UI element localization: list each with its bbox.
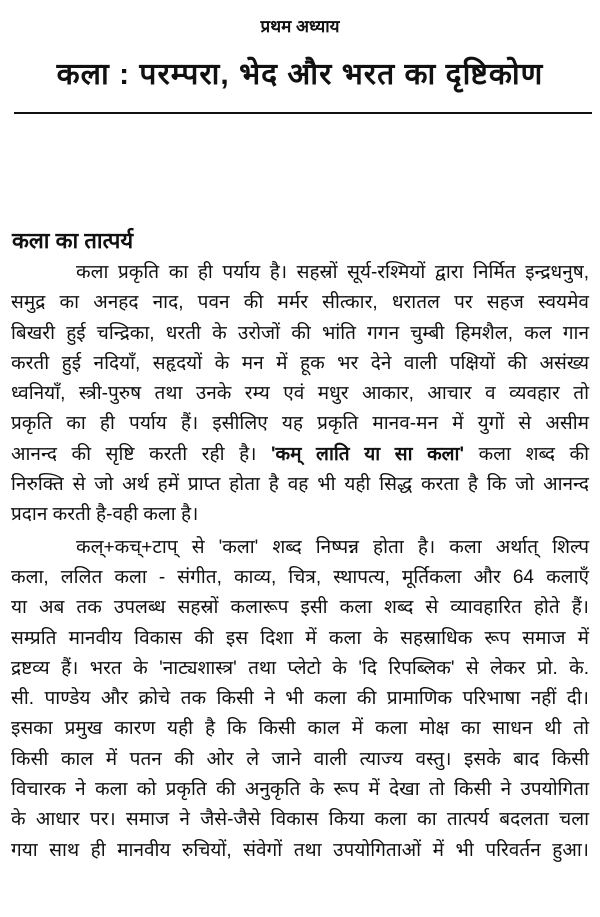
chapter-title: कला : परम्परा, भेद और भरत का दृष्टिकोण	[56, 58, 544, 91]
text-line: कल्+कच्+टाप् से 'कला' शब्द निष्पन्न होता है। कला अर्थात् शिल्प	[76, 536, 589, 558]
text-line: कला, ललित कला - संगीत, काव्य, चित्र, स्थापत्य, मूर्तिकला और 64 कलाएँ	[11, 566, 589, 588]
section-heading: कला का तात्पर्य	[12, 228, 134, 253]
text-line: विचारक ने कला को प्रकृति की अनुकृति के रूप में देखा तो किसी ने उपयोगिता	[11, 779, 589, 801]
text-line: प्रदान करती है-वही कला है।	[11, 504, 199, 526]
text-line: कला प्रकृति का ही पर्याय है। सहस्रों सूर्य-रश्मियों द्वारा निर्मित इन्द्रधनुष,	[76, 262, 589, 283]
text-line: इसका प्रमुख कारण यही है कि किसी काल में कला मोक्ष का साधन थी तो	[11, 718, 589, 740]
chapter-label: प्रथम अध्याय	[260, 17, 340, 36]
text-line: करती हुई नदियाँ, सहृदयों के मन में हूक भर देने वाली पक्षियों की असंख्य	[11, 352, 589, 374]
text-line: सम्प्रति मानवीय विकास की इस दिशा में कला के सहस्राधिक रूप समाज में	[11, 627, 589, 649]
text-line: गया साथ ही मानवीय रुचियों, संवेगों तथा उपयोगिताओं में भी परिवर्तन हुआ।	[11, 839, 589, 861]
title-divider	[14, 112, 592, 114]
text-line: सी. पाण्डेय और क्रोचे तक किसी ने भी कला की प्रामाणिक परिभाषा नहीं दी।	[11, 688, 589, 710]
text-line	[11, 440, 589, 470]
text-run: आनन्द की सृष्टि करती रही है।	[11, 443, 271, 465]
sanskrit-quote: 'कम् लाति या सा कला'	[271, 443, 464, 465]
text-line: या अब तक उपलब्ध सहस्रों कलारूप इसी कला शब्द से व्यावहारित होते हैं।	[11, 597, 589, 619]
paragraph-1	[11, 258, 589, 531]
text-line: बिखरी हुई चन्द्रिका, धरती के उरोजों की भांति गगन चुम्बी हिमशैल, कल गान	[11, 322, 589, 344]
text-line: समुद्र का अनहद नाद, पवन की मर्मर सीत्कार, धरातल पर सहज स्वयमेव	[11, 292, 589, 314]
text-line: द्रष्टव्य हैं। भरत के 'नाट्यशास्त्र' तथा प्लेटो के 'दि रिपब्लिक' से लेकर प्रो. के.	[11, 657, 589, 679]
body-text	[11, 258, 589, 866]
text-line: ध्वनियाँ, स्त्री-पुरुष तथा उनके रम्य एवं मधुर आकार, आचार व व्यवहार तो	[11, 383, 589, 405]
paragraph-2	[11, 533, 589, 866]
text-line: के आधार पर। समाज ने जैसे-जैसे विकास किया कला का तात्पर्य बदलता चला	[11, 809, 589, 831]
text-line: किसी काल में पतन की ओर ले जाने वाली त्याज्य वस्तु। इसके बाद किसी	[11, 748, 589, 770]
text-line: प्रकृति का ही पर्याय हैं। इसीलिए यह प्रकृति मानव-मन में युगों से असीम	[11, 413, 589, 435]
text-run: कला शब्द की	[464, 443, 590, 465]
text-line: निरुक्ति से जो अर्थ हमें प्राप्त होता है वह भी यही सिद्ध करता है कि जो आनन्द	[11, 474, 589, 496]
